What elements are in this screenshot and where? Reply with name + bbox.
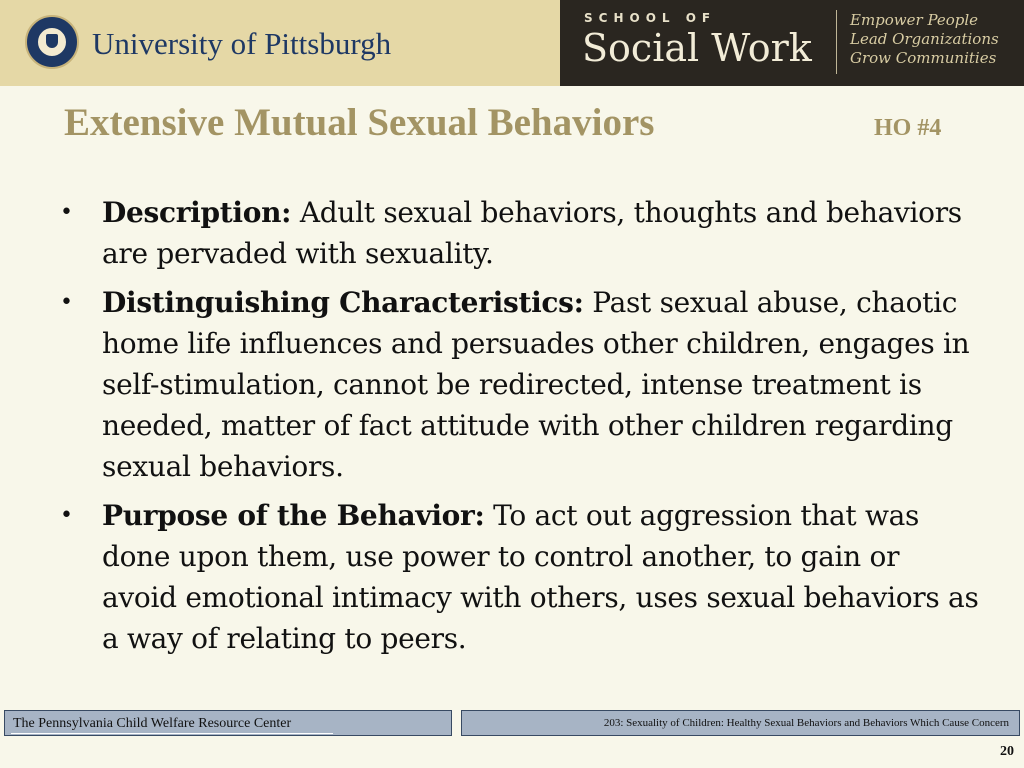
header-divider bbox=[836, 10, 837, 74]
bullet-text: To act out aggression that was done upon them, use power to control another, to gain or avoid emotional intimacy with others, uses sexual behaviors as a way of relating to peers. bbox=[102, 499, 979, 655]
footer-organization: The Pennsylvania Child Welfare Resource Center bbox=[13, 716, 292, 731]
slide-title: Extensive Mutual Sexual Behaviors bbox=[64, 101, 655, 144]
school-tagline bbox=[850, 11, 999, 68]
bullet-icon: • bbox=[60, 200, 73, 225]
bullet-item bbox=[60, 282, 980, 487]
footer-course-box bbox=[461, 710, 1020, 736]
footer-organization-box bbox=[4, 710, 452, 736]
university-header bbox=[0, 0, 560, 86]
school-of-label: SCHOOL OF bbox=[584, 11, 717, 25]
footer-course-title: 203: Sexuality of Children: Healthy Sexual Behaviors and Behaviors Which Cause Concern bbox=[603, 717, 1009, 729]
school-header bbox=[560, 0, 1024, 86]
bullet-item bbox=[60, 495, 980, 659]
bullet-label: Purpose of the Behavior: bbox=[102, 499, 485, 532]
slide-content bbox=[60, 192, 980, 667]
page-number: 20 bbox=[1000, 744, 1014, 759]
bullet-icon: • bbox=[60, 503, 73, 528]
bullet-text: Past sexual abuse, chaotic home life influences and persuades other children, engages in self-stimulation, cannot be redirected, intense treatment is needed, matter of fact attitude with other children regarding sexual behaviors. bbox=[102, 286, 970, 483]
university-seal-icon bbox=[25, 15, 79, 69]
bullet-icon: • bbox=[60, 290, 73, 315]
bullet-label: Description: bbox=[102, 196, 292, 229]
bullet-label: Distinguishing Characteristics: bbox=[102, 286, 584, 319]
tagline-line: Lead Organizations bbox=[850, 30, 999, 48]
social-work-title: Social Work bbox=[582, 26, 812, 70]
bullet-item bbox=[60, 192, 980, 274]
tagline-line: Empower People bbox=[850, 11, 979, 29]
handout-number: HO #4 bbox=[874, 115, 942, 141]
university-name: University of Pittsburgh bbox=[92, 26, 392, 61]
footer-underline bbox=[11, 733, 333, 734]
bullet-text: Adult sexual behaviors, thoughts and behaviors are pervaded with sexuality. bbox=[102, 196, 962, 270]
tagline-line: Grow Communities bbox=[850, 49, 997, 67]
